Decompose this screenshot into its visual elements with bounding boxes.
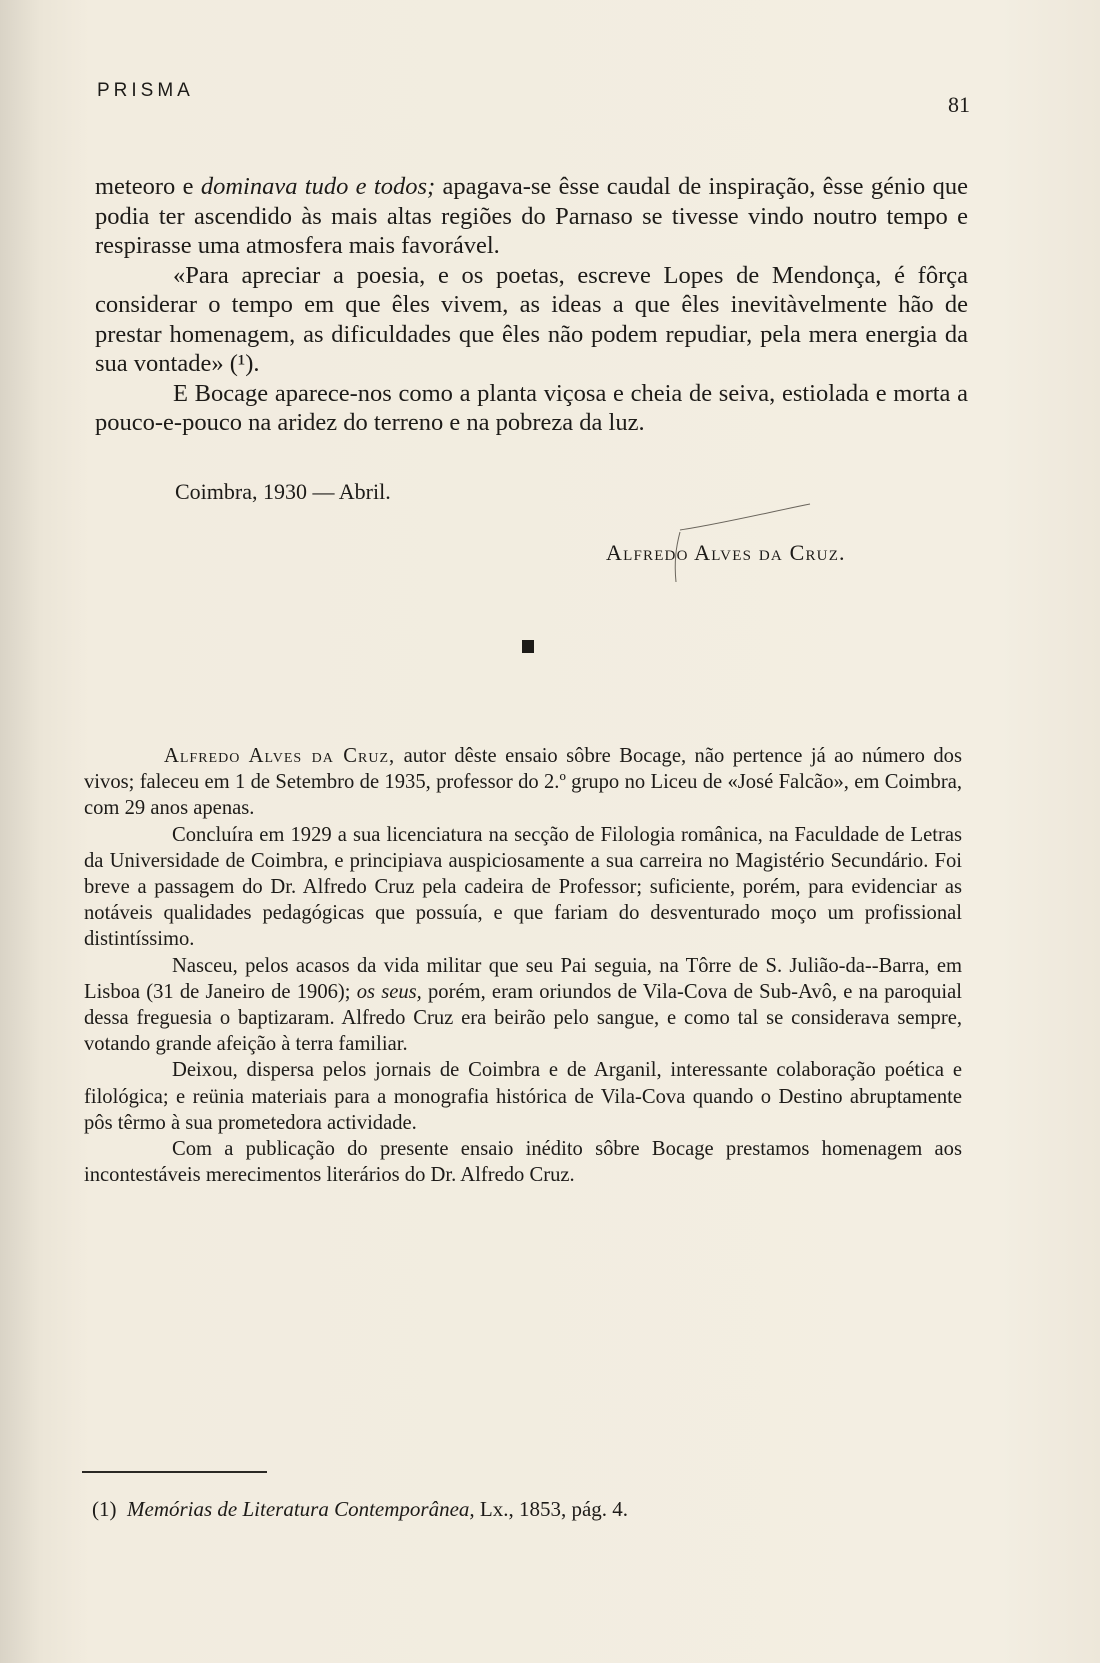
footnote-marker: (1) [92, 1497, 117, 1521]
footnote-divider [82, 1471, 267, 1473]
page-number: 81 [948, 92, 970, 117]
running-title: PRISMA [97, 80, 194, 101]
note-paragraph-4: Deixou, dispersa pelos jornais de Coimbra e de Arganil, interessante colaboração poética e filológica; e reünia materiais para a monografia histórica de Vila-Cova quando o Destino abruptamente pôs têrmo à sua prometedora actividade. [84, 1059, 962, 1134]
italic-phrase: dominava tudo e todos; [200, 173, 436, 200]
main-text [95, 172, 968, 438]
note-paragraph-3: Nasceu, pelos acasos da vida militar que seu Pai seguia, na Tôrre de S. Julião-da--Barra, em Lisboa (31 de Janeiro de 1906); os seus, porém, eram oriundos de Vila-Cova de Sub-Avô, e na paroquial dessa freguesia o baptizaram. Alfredo Cruz era beirão pelo sangue, e como tal se considerava sempre, votando grande afeição à terra familiar. [84, 954, 962, 1056]
footnote [92, 1497, 628, 1522]
paragraph-2: «Para apreciar a poesia, e os poetas, escreve Lopes de Mendonça, é fôrça considerar o tempo em que êles vivem, as ideas a que êles inevitàvelmente hão de prestar homenagem, as dificuldades que êles não podem repudiar, pela mera energia da sua vontade» (¹). [95, 261, 968, 377]
paragraph-3: E Bocage aparece-nos como a planta viçosa e cheia de seiva, estiolada e morta a pouco-e-pouco na aridez do terreno e na pobreza da luz. [95, 379, 968, 436]
dateline: Coimbra, 1930 — Abril. [175, 479, 391, 504]
note-paragraph-2: Concluíra em 1929 a sua licenciatura na secção de Filologia românica, na Faculdade de Letras da Universidade de Coimbra, e principiava auspiciosamente a sua carreira no Magistério Secundário. Foi breve a passagem do Dr. Alfredo Cruz pela cadeira de Professor; suficiente, porém, para evidenciar as notáveis qualidades pedagógicas que possuía, e que fariam do desventurado moço um profissional distintíssimo. [84, 823, 962, 951]
footnote-detail: Lx., 1853, pág. 4. [474, 1497, 629, 1521]
footnote-title: Memórias de Literatura Contemporânea, [127, 1497, 475, 1521]
paragraph-1: meteoro e dominava tudo e todos; apagava-se êsse caudal de inspiração, êsse génio que podia ter ascendido às mais altas regiões do Parnaso se tivesse vindo noutro tempo e respirasse uma atmosfera mais favorável. [95, 173, 968, 259]
author-name: Alfredo Alves da Cruz, [164, 745, 396, 767]
note-paragraph-1: Alfredo Alves da Cruz, autor dêste ensaio sôbre Bocage, não pertence já ao número dos vivos; faleceu em 1 de Setembro de 1935, professor do 2.º grupo no Liceu de «José Falcão», em Coimbra, com 29 anos apenas. [84, 745, 962, 820]
note-paragraph-5: Com a publicação do presente ensaio inédito sôbre Bocage prestamos homenagem aos incontestáveis merecimentos literários do Dr. Alfredo Cruz. [84, 1138, 962, 1187]
author-signature: Alfredo Alves da Cruz. [606, 540, 846, 565]
biographical-note [84, 743, 962, 1188]
square-ornament-icon [522, 640, 534, 653]
page-header [97, 80, 970, 120]
